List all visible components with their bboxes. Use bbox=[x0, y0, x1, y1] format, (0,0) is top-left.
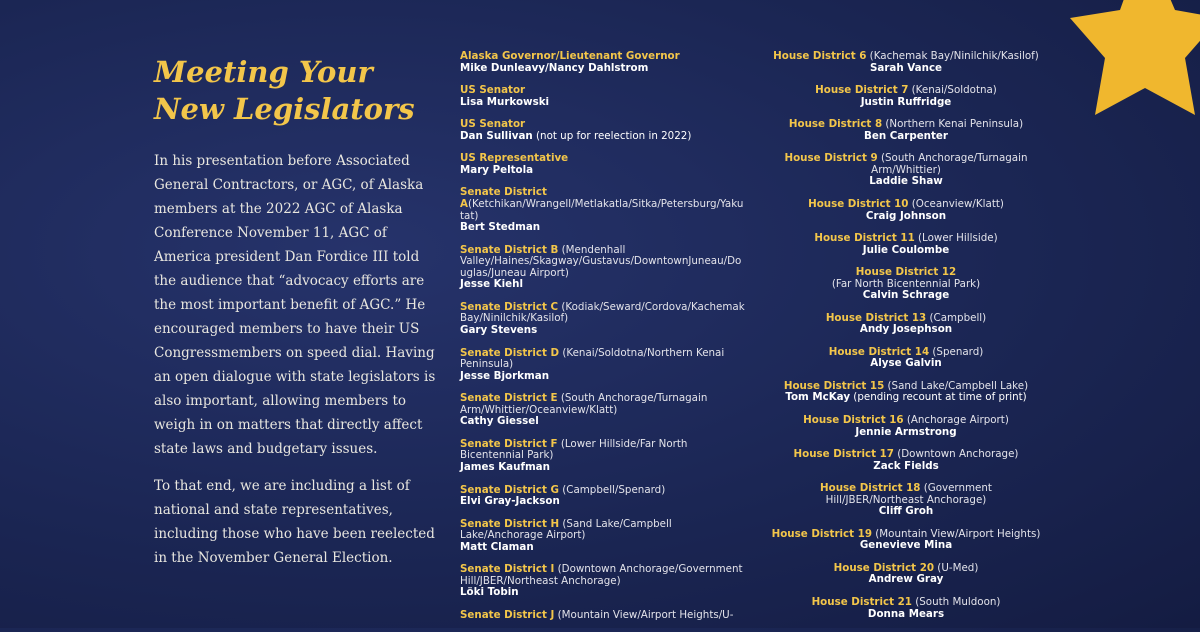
district-label: Senate District G bbox=[460, 483, 559, 496]
district-label: House District 15 bbox=[783, 379, 885, 392]
legislator-name bbox=[460, 587, 745, 599]
district-area: (Downtown Anchorage/Government Hill/JBER/Northeast Anchorage) bbox=[460, 563, 743, 587]
legislator-entry bbox=[460, 348, 745, 383]
district-area: (Campbell) bbox=[926, 311, 987, 324]
legislator-name-text: Dan Sullivan bbox=[460, 129, 533, 142]
legislator-name bbox=[460, 496, 745, 508]
legislator-name-text: Cliff Groh bbox=[878, 505, 934, 518]
legislator-name bbox=[460, 165, 745, 177]
legislator-name bbox=[460, 97, 745, 109]
intro-paragraph: In his presentation before Associated General Contractors, or AGC, of Alaska members at the 2022 AGC of Alaska Conference November 11, AGC of America president Dan Fordice III told the audience that “advocacy efforts are the most important benefit of AGC.” He encouraged members to have their US Congressmembers on speed dial. Having an open dialogue with state legislators is also important, allowing members to weigh in on matters that directly affect state laws and budgetary issues. bbox=[154, 153, 436, 457]
district-area: (Far North Bicentennial Park) bbox=[831, 277, 981, 290]
district-area: (South Anchorage/Turnagain Arm/Whittier) bbox=[871, 152, 1028, 176]
district-label: House District 16 bbox=[803, 413, 904, 426]
district-area: (Mountain View/Airport Heights) bbox=[872, 527, 1041, 540]
legislator-name-text: Cathy Giessel bbox=[460, 415, 539, 428]
legislator-note: (pending recount at time of print) bbox=[850, 391, 1027, 404]
district-area: (Kachemak Bay/Ninilchik/Kasilof) bbox=[866, 50, 1039, 62]
legislator-name bbox=[460, 325, 745, 337]
district-label: House District 21 bbox=[811, 595, 912, 608]
district-label: House District 7 bbox=[815, 84, 909, 97]
legislator-entry bbox=[770, 51, 1042, 74]
legislator-name-text: Andrew Gray bbox=[868, 573, 944, 586]
district-label: House District 8 bbox=[788, 118, 883, 131]
district-label: House District 19 bbox=[771, 527, 872, 540]
legislator-name-text: Calvin Schrage bbox=[862, 289, 950, 302]
legislator-name-text: Zack Fields bbox=[873, 459, 939, 472]
district-label: Senate District J bbox=[460, 608, 555, 621]
legislator-name-text: Laddie Shaw bbox=[869, 175, 943, 188]
district-area: (Ketchikan/Wrangell/Metlakatla/Sitka/Petersburg/Yakutat) bbox=[460, 197, 744, 222]
district-label: Senate District C bbox=[460, 300, 559, 313]
district-area: (South Muldoon) bbox=[911, 595, 1001, 608]
article-body bbox=[154, 149, 444, 583]
legislator-name-text: Ben Carpenter bbox=[864, 129, 948, 142]
district-label: House District 18 bbox=[820, 482, 921, 495]
district-area: (Campbell/Spenard) bbox=[558, 483, 666, 496]
legislator-entry bbox=[770, 119, 1042, 142]
district-area: (Sand Lake/Campbell Lake/Anchorage Airport) bbox=[460, 517, 672, 542]
legislator-name-text: Jennie Armstrong bbox=[855, 425, 957, 438]
district-label: US Senator bbox=[460, 84, 526, 97]
list-intro-paragraph: To that end, we are including a list of national and state representatives, including those who have been reelected in the November General Election. bbox=[154, 478, 435, 566]
legislator-entry bbox=[460, 610, 745, 622]
district-label: Alaska Governor/Lieutenant Governor bbox=[460, 50, 680, 62]
district-area: (Kodiak/Seward/Cordova/Kachemak Bay/Ninilchik/Kasilof) bbox=[460, 300, 745, 325]
legislator-name bbox=[770, 324, 1042, 336]
district-label: Senate District B bbox=[460, 243, 559, 256]
district-label: Senate District E bbox=[460, 392, 558, 405]
legislator-name-text: Lisa Murkowski bbox=[460, 95, 550, 108]
district-label: US Senator bbox=[460, 118, 526, 131]
district-area: (Lower Hillside) bbox=[914, 231, 998, 244]
district-area: (Spenard) bbox=[929, 345, 984, 358]
district-area: (Government Hill/JBER/Northeast Anchorage) bbox=[825, 482, 992, 506]
legislator-entry bbox=[770, 233, 1042, 256]
legislator-entry bbox=[770, 85, 1042, 108]
legislator-entry bbox=[770, 313, 1042, 336]
district-label: House District 11 bbox=[814, 231, 915, 244]
legislator-name bbox=[770, 63, 1042, 75]
legislator-name bbox=[460, 462, 745, 474]
district-label: House District 9 bbox=[784, 152, 878, 165]
legislator-name bbox=[460, 542, 745, 554]
legislator-name-text: Bert Stedman bbox=[460, 221, 541, 234]
legislator-name-text: Andy Josephson bbox=[859, 323, 953, 336]
legislator-entry bbox=[770, 597, 1042, 620]
legislator-name-text: James Kaufman bbox=[460, 461, 550, 474]
legislator-name bbox=[460, 371, 745, 383]
district-area: (Kenai/Soldotna/Northern Kenai Peninsula) bbox=[460, 346, 725, 371]
district-label: House District 17 bbox=[793, 448, 894, 461]
legislator-note: (not up for reelection in 2022) bbox=[532, 129, 692, 142]
legislator-entry bbox=[770, 415, 1042, 438]
legislator-entry bbox=[460, 187, 745, 233]
legislator-entry bbox=[770, 529, 1042, 552]
district-area: (Lower Hillside/Far North Bicentennial Park) bbox=[460, 437, 688, 462]
legislator-entry bbox=[460, 485, 745, 508]
legislator-entry bbox=[460, 119, 745, 142]
legislator-entry bbox=[770, 347, 1042, 370]
legislator-name bbox=[770, 574, 1042, 586]
district-label: House District 14 bbox=[828, 345, 930, 358]
legislator-name bbox=[770, 609, 1042, 621]
district-label: House District 13 bbox=[825, 311, 927, 324]
legislator-name-text: Mike Dunleavy/Nancy Dahlstrom bbox=[460, 61, 649, 74]
legislator-entry bbox=[770, 153, 1042, 188]
district-area: (Mountain View/Airport Heights/U- bbox=[554, 608, 734, 621]
legislator-name-text: Löki Tobin bbox=[460, 586, 519, 599]
legislator-name bbox=[460, 416, 745, 428]
legislator-name bbox=[460, 222, 745, 234]
legislator-name-text: Craig Johnson bbox=[865, 209, 947, 222]
house-district-list bbox=[770, 51, 1042, 631]
legislator-entry bbox=[770, 449, 1042, 472]
district-area: (Oceanview/Klatt) bbox=[908, 197, 1004, 210]
district-label: Senate District F bbox=[460, 437, 558, 450]
legislator-entry bbox=[770, 267, 1042, 302]
district-label: House District 12 bbox=[855, 266, 957, 279]
legislator-name bbox=[770, 245, 1042, 257]
page-title: Meeting Your New Legislators bbox=[154, 55, 415, 126]
legislator-entry bbox=[460, 519, 745, 554]
legislator-entry bbox=[460, 245, 745, 291]
legislator-name-text: Julie Coulombe bbox=[862, 243, 950, 256]
district-area: (Northern Kenai Peninsula) bbox=[882, 118, 1024, 131]
district-area: (Mendenhall Valley/Haines/Skagway/Gustavus/DowntownJuneau/Douglas/Juneau Airport) bbox=[460, 243, 742, 279]
legislator-name bbox=[460, 63, 745, 75]
district-area: (Anchorage Airport) bbox=[903, 413, 1009, 426]
legislator-name bbox=[770, 97, 1042, 109]
legislator-name-text: Tom McKay bbox=[785, 391, 851, 404]
district-label: Senate District I bbox=[460, 563, 555, 576]
legislator-name bbox=[770, 392, 1042, 404]
legislator-entry bbox=[770, 563, 1042, 586]
district-label: House District 6 bbox=[773, 50, 867, 62]
legislator-name-text: Jesse Bjorkman bbox=[460, 369, 550, 382]
district-label: Senate District D bbox=[460, 346, 560, 359]
district-label: House District 20 bbox=[833, 561, 935, 574]
legislator-entry bbox=[460, 393, 745, 428]
district-label: Senate District A bbox=[460, 186, 547, 210]
legislator-entry bbox=[770, 483, 1042, 518]
district-label: Senate District H bbox=[460, 517, 560, 530]
legislator-name-text: Justin Ruffridge bbox=[860, 95, 952, 108]
legislator-name-text: Genevieve Mina bbox=[859, 539, 953, 552]
district-label: House District 10 bbox=[808, 197, 909, 210]
legislator-name bbox=[770, 506, 1042, 518]
legislator-entry bbox=[460, 85, 745, 108]
legislator-name-text: Matt Claman bbox=[460, 540, 534, 553]
district-area: (South Anchorage/Turnagain Arm/Whittier/Oceanview/Klatt) bbox=[460, 392, 708, 416]
legislator-name bbox=[770, 176, 1042, 188]
legislator-name-text: Donna Mears bbox=[867, 607, 945, 620]
legislator-name bbox=[770, 540, 1042, 552]
statewide-and-senate-list bbox=[460, 51, 745, 632]
legislator-name bbox=[770, 461, 1042, 473]
legislator-entry bbox=[770, 199, 1042, 222]
legislator-entry bbox=[770, 381, 1042, 404]
legislator-name-text: Jesse Kiehl bbox=[460, 278, 523, 291]
district-area: (Downtown Anchorage) bbox=[893, 448, 1019, 461]
legislator-name bbox=[770, 427, 1042, 439]
legislator-name bbox=[770, 131, 1042, 143]
legislator-name bbox=[770, 290, 1042, 302]
district-label: US Representative bbox=[460, 152, 569, 165]
legislator-name-text: Mary Peltola bbox=[460, 163, 534, 176]
legislator-entry bbox=[460, 51, 745, 74]
legislator-name-text: Gary Stevens bbox=[460, 324, 538, 337]
legislator-name bbox=[770, 358, 1042, 370]
legislator-entry bbox=[460, 153, 745, 176]
legislator-name-text: Sarah Vance bbox=[869, 61, 943, 74]
district-area: (U-Med) bbox=[934, 561, 979, 574]
legislator-entry bbox=[460, 439, 745, 474]
district-area: (Kenai/Soldotna) bbox=[908, 84, 997, 97]
legislator-name-text: Alyse Galvin bbox=[870, 357, 942, 370]
legislator-name bbox=[460, 131, 745, 143]
legislator-name bbox=[770, 211, 1042, 223]
legislator-entry bbox=[460, 302, 745, 337]
legislator-name bbox=[460, 279, 745, 291]
legislator-entry bbox=[460, 564, 745, 599]
legislator-name-text: Elvi Gray-Jackson bbox=[460, 495, 560, 508]
district-area: (Sand Lake/Campbell Lake) bbox=[884, 379, 1029, 392]
